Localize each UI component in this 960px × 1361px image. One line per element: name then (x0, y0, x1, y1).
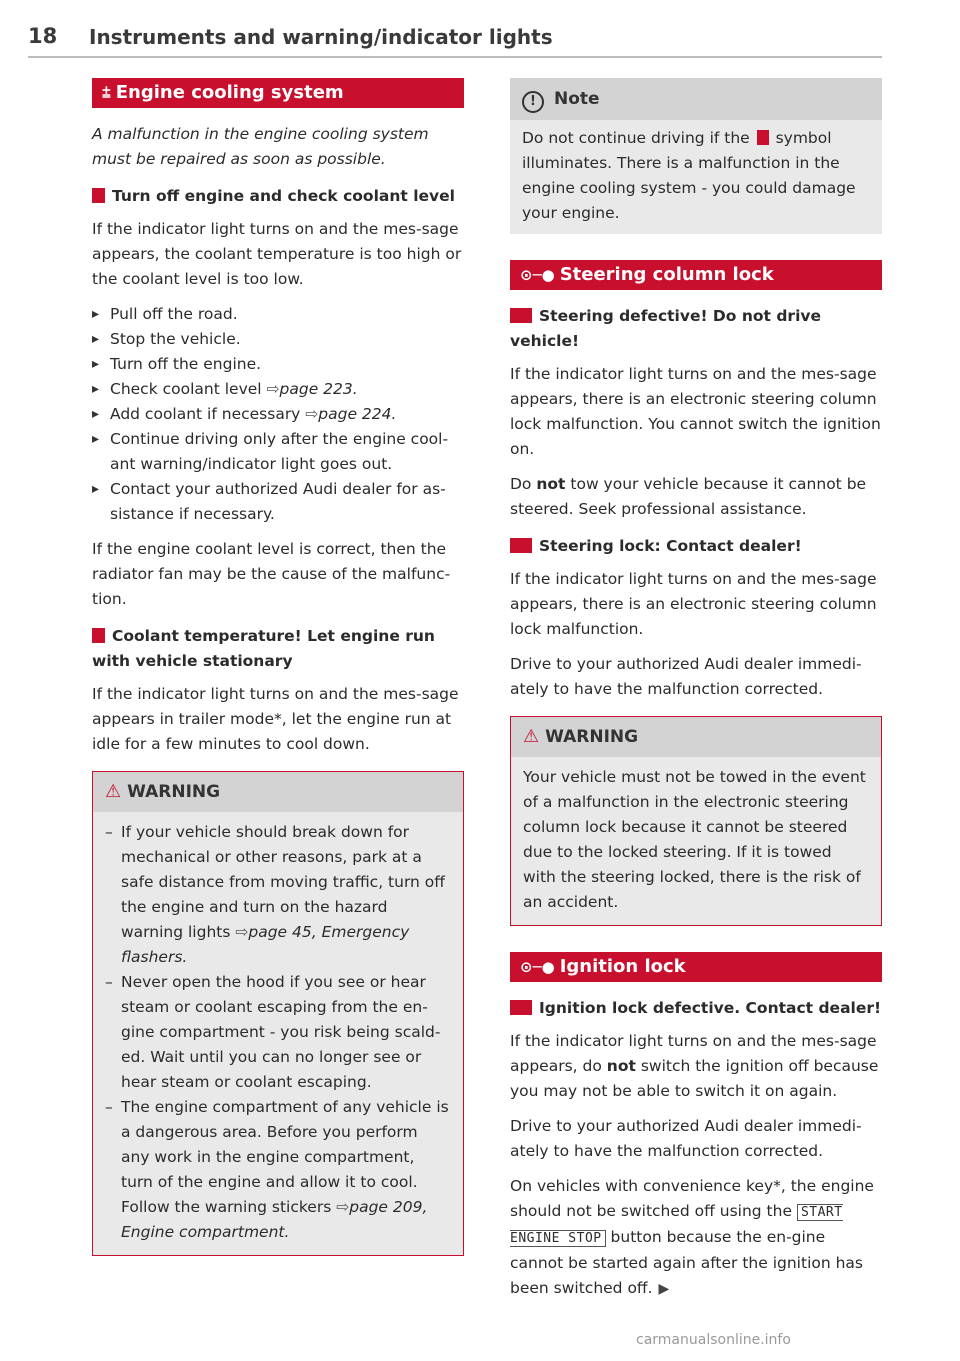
left-column (92, 78, 464, 1270)
step-list (92, 302, 464, 527)
coolant-indicator-icon (92, 188, 105, 203)
list-item: ▸ Continue driving only after the engine cool-ant warning/indicator light goes out. (92, 427, 464, 477)
coolant-indicator-icon (92, 628, 105, 643)
lead-text: A malfunction in the engine cooling system must be repaired as soon as possible. (92, 125, 429, 168)
subheading: Steering lock: Contact dealer! (510, 534, 882, 559)
warning-item: – Never open the hood if you see or hear steam or coolant escaping from the en-gine compartment - you risk being scald-ed. Wait until you can no longer see or hear steam or coolant escaping. (105, 970, 451, 1095)
right-column (510, 78, 882, 1312)
start-engine-stop-label: START ENGINE STOP (510, 1205, 843, 1246)
warning-triangle-icon: ⚠ (105, 781, 122, 802)
arrow-right-icon: ⇨ (235, 923, 249, 941)
section-engine-cooling (92, 78, 464, 108)
warning-header: ⚠ WARNING (93, 772, 463, 812)
warning-body (93, 812, 463, 1255)
paragraph: Drive to your authorized Audi dealer immedi-ately to have the malfunction corrected. (510, 655, 862, 698)
section-title: Engine cooling system (115, 82, 344, 103)
note-body: Do not continue driving if the symbol illuminates. There is a malfunction in the engine cooling system - you could damage your engine. (522, 129, 856, 222)
steering-indicator-icon (510, 538, 532, 553)
list-item: ▸ Contact your authorized Audi dealer for as-sistance if necessary. (92, 477, 464, 527)
paragraph: If the indicator light turns on and the mes-sage appears, the coolant temperature is too high or the coolant level is too low. (92, 220, 462, 288)
note-header: ! Note (510, 78, 882, 120)
paragraph: If the indicator light turns on and the mes-sage appears, there is an electronic steering column lock malfunction. (510, 570, 877, 638)
warning-header: ⚠ WARNING (511, 717, 881, 757)
paragraph: If the indicator light turns on and the mes-sage appears in trailer mode*, let the engine run at idle for a few minutes to cool down. (92, 685, 459, 753)
page-ref-link[interactable]: ⇨page 223. (266, 380, 358, 398)
subheading: Turn off engine and check coolant level (92, 184, 464, 209)
paragraph: If the engine coolant level is correct, then the radiator fan may be the cause of the malfunc-tion. (92, 540, 451, 608)
watermark: carmanualsonline.info (636, 1332, 791, 1348)
warning-item: – The engine compartment of any vehicle is a dangerous area. Before you perform any work in the engine compartment, turn of the engine and allow it to cool. Follow the warning stickers ⇨page 209, Engine compartment. (105, 1095, 451, 1245)
page-number: 18 (28, 24, 58, 48)
page-header (28, 24, 882, 58)
paragraph: If the indicator light turns on and the mes-sage appears, there is an electronic steering column lock malfunction. You cannot switch the ignition on. (510, 365, 881, 458)
warning-body: Your vehicle must not be towed in the event of a malfunction in the electronic steering column lock because it cannot be steered due to the locked steering. If it is towed with the steering locked, there is the risk of an accident. (523, 768, 866, 911)
list-item: ▸ Check coolant level ⇨page 223. (92, 377, 464, 402)
section-steering-lock: ⊙─● Steering column lock (510, 260, 882, 290)
note-circle-icon: ! (522, 91, 544, 113)
note-box (510, 78, 882, 234)
page-ref-link[interactable]: ⇨page 224. (305, 405, 397, 423)
paragraph: If the indicator light turns on and the mes-sage appears, do not switch the ignition off because you may not be able to switch it on again. (510, 1032, 879, 1100)
list-item: ▸ Stop the vehicle. (92, 327, 464, 352)
arrow-right-icon: ⇨ (266, 380, 280, 398)
page-title: Instruments and warning/indicator lights (89, 25, 553, 49)
warning-box (92, 771, 464, 1256)
warning-item: – If your vehicle should break down for mechanical or other reasons, park at a safe distance from moving traffic, turn off the engine and turn on the hazard warning lights ⇨page 45, Emergency flashers. (105, 820, 451, 970)
page-ref-link[interactable]: ⇨page 45, Emergency flashers. (121, 923, 410, 966)
section-ignition-lock: ⊙─● Ignition lock (510, 952, 882, 982)
steering-indicator-icon (510, 308, 532, 323)
list-item: ▸ Pull off the road. (92, 302, 464, 327)
warning-triangle-icon: ⚠ (523, 726, 540, 747)
ignition-indicator-icon (510, 1000, 532, 1015)
steering-lock-icon: ⊙─● (520, 266, 555, 284)
coolant-indicator-icon (757, 130, 769, 145)
arrow-right-icon: ⇨ (336, 1198, 350, 1216)
paragraph: On vehicles with convenience key*, the engine should not be switched off using the START ENGINE STOP button because the en-gine cannot be started again after the ignition has been switched off. ▶ (510, 1177, 874, 1297)
subheading: Coolant temperature! Let engine run with vehicle stationary (92, 627, 435, 670)
arrow-right-icon: ⇨ (305, 405, 319, 423)
subheading: Steering defective! Do not drive vehicle! (510, 307, 822, 350)
ignition-lock-icon: ⊙─● (520, 958, 555, 976)
paragraph: Drive to your authorized Audi dealer immedi-ately to have the malfunction corrected. (510, 1117, 862, 1160)
warning-box (510, 716, 882, 926)
coolant-temperature-icon: ⩲ (102, 84, 111, 102)
continue-arrow-icon: ▶ (658, 1281, 670, 1297)
list-item: ▸ Turn off the engine. (92, 352, 464, 377)
page-ref-link[interactable]: ⇨page 209, Engine compartment. (121, 1198, 428, 1241)
subheading: Ignition lock defective. Contact dealer! (510, 996, 882, 1021)
paragraph: Do not tow your vehicle because it cannot be steered. Seek professional assistance. (510, 475, 867, 518)
list-item: ▸ Add coolant if necessary ⇨page 224. (92, 402, 464, 427)
